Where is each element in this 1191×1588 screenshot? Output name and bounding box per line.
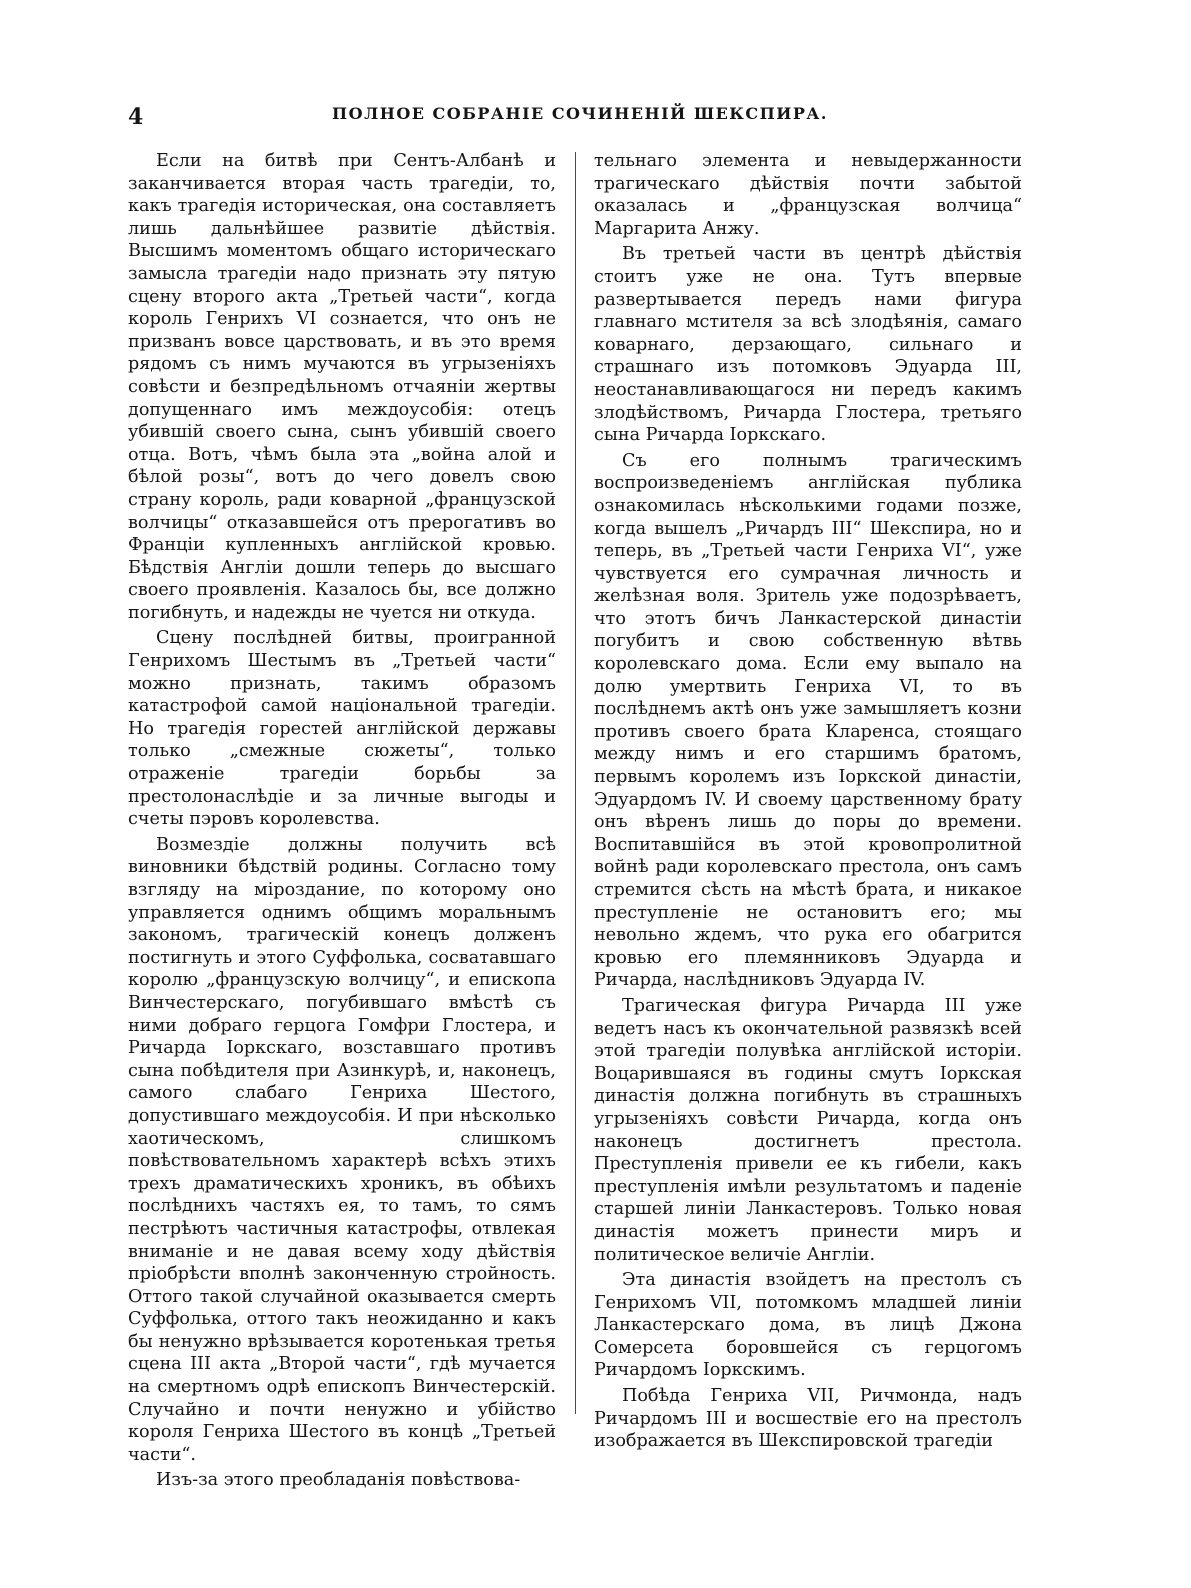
running-head: ПОЛНОЕ СОБРАНІЕ СОЧИНЕНІЙ ШЕКСПИРА.	[332, 104, 828, 123]
paragraph: Возмездіе должны получить всѣ виновники бѣдствій родины. Согласно тому взгляду на міроздание, по которому оно управляется однимъ общимъ моральнымъ закономъ, трагическій конецъ долженъ постигнуть и этого Суффолька, сосватавшаго королю „французскую волчицу“, и епископа Винчестерскаго, погубившаго вмѣстѣ съ ними добраго герцога Гомфри Глостера, и Ричарда Іоркскаго, возставшаго противъ сына побѣдителя при Азинкурѣ, и, наконецъ, самого слабаго Генриха Шестого, допустившаго междоусобія. И при нѣсколько хаотическомъ, слишкомъ повѣствовательномъ характерѣ всѣхъ этихъ трехъ драматическихъ хроникъ, въ обѣихъ послѣднихъ частяхъ ея, то тамъ, то сямъ пестрѣютъ частичныя катастрофы, отвлекая вниманіе и не давая всему ходу дѣйствія пріобрѣсти вполнѣ законченную стройность. Оттого такой случайной оказывается смерть Суффолька, оттого такъ неожиданно и какъ бы ненужно врѣзывается коротенькая третья сцена III акта „Второй части“, гдѣ мучается на смертномъ одрѣ епископъ Винчестерскій. Случайно и почти ненужно и убійство короля Генриха Шестого въ концѣ „Третьей части“.	[128, 834, 556, 1465]
paragraph: Эта династія взойдетъ на престолъ съ Генрихомъ VII, потомкомъ младшей линіи Ланкастерскаго дома, въ лицѣ Джона Сомерсета боровшейся съ герцогомъ Ричардомъ Іоркскимъ.	[594, 1270, 1022, 1381]
paragraph: Сцену послѣдней битвы, проигранной Генрихомъ Шестымъ въ „Третьей части“ можно признать, такимъ образомъ катастрофой самой національной трагедіи. Но трагедія горестей англійской державы только „смежные сюжеты“, только отраженіе трагедіи борьбы за престолонаслѣдіе и за личные выгоды и счеты пэровъ королевства.	[128, 628, 556, 830]
paragraph-continuation: тельнаго элемента и невыдержанности трагическаго дѣйствія почти забытой оказалась и „французская волчица“ Маргарита Анжу.	[594, 151, 1022, 239]
column-divider	[575, 152, 576, 1414]
paragraph: Трагическая фигура Ричарда III уже ведетъ насъ къ окончательной развязкѣ всей этой трагедіи полувѣка англійской исторіи. Воцарившаяся въ годины смутъ Іоркская династія должна погибнуть въ страшныхъ угрызеніяхъ совѣсти Ричарда, когда онъ наконецъ достигнетъ престола. Преступленія привели ее къ гибели, какъ преступленія имѣли результатомъ и паденіе старшей линіи Ланкастеровъ. Только новая династія можетъ принести миръ и политическое величіе Англіи.	[594, 995, 1022, 1265]
paragraph: Съ его полнымъ трагическимъ воспроизведеніемъ англійская публика ознакомилась нѣсколькими годами позже, когда вышелъ „Ричардъ III“ Шекспира, но и теперь, въ „Третьей части Генриха VI“, уже чувствуется его сумрачная личность и желѣзная воля. Зритель уже подозрѣваетъ, что этотъ бичъ Ланкастерской династіи погубитъ и свою собственную вѣтвь королевскаго дома. Если ему выпало на долю умертвить Генриха VI, то въ послѣднемъ актѣ онъ уже замышляетъ козни противъ своего брата Кларенса, стоящаго между нимъ и его старшимъ братомъ, первымъ королемъ изъ Іоркской династіи, Эдуардомъ IV. И своему царственному брату онъ вѣренъ лишь до поры до времени. Воспитавшійся въ этой кровопролитной войнѣ ради королевскаго престола, онъ самъ стремится сѣсть на мѣстѣ брата, и никакое преступленіе не остановитъ его; мы невольно ждемъ, что рука его обагрится кровью его племянниковъ Эдуарда и Ричарда, наслѣдниковъ Эдуарда IV.	[594, 450, 1022, 991]
left-column	[128, 150, 556, 1491]
paragraph: Изъ-за этого преобладанія повѣствова-	[156, 1470, 521, 1491]
right-column	[594, 150, 1022, 1452]
paragraph: Въ третьей части въ центрѣ дѣйствія стоитъ уже не она. Тутъ впервые развертывается передъ нами фигура главнаго мстителя за всѣ злодѣянія, самаго коварнаго, дерзающаго, сильнаго и страшнаго изъ потомковъ Эдуарда III, неостанавливающагося ни передъ какимъ злодѣйствомъ, Ричарда Глостера, третьяго сына Ричарда Іоркскаго.	[594, 244, 1022, 446]
page-number: 4	[128, 104, 144, 130]
paragraph: Побѣда Генриха VII, Ричмонда, надъ Ричардомъ III и восшествіе его на престолъ изображается въ Шекспировской трагедіи	[594, 1386, 1022, 1452]
paragraph: Если на битвѣ при Сентъ-Албанѣ и заканчивается вторая часть трагедіи, то, какъ трагедія историческая, она составляетъ лишь дальнѣйшее развитіе дѣйствія. Высшимъ моментомъ общаго историческаго замысла трагедіи надо признать эту пятую сцену второго акта „Третьей части“, когда король Генрихъ VI сознается, что онъ не призванъ вовсе царствовать, и въ это время рядомъ съ нимъ мучаются въ угрызеніяхъ совѣсти и безпредѣльномъ отчаяніи жертвы допущеннаго имъ междоусобія: отецъ убившій своего сына, сынъ убившій своего отца. Вотъ, чѣмъ была эта „война алой и бѣлой розы“, вотъ до чего довелъ свою страну король, ради коварной „французской волчицы“ отказавшейся отъ прерогативъ во Франціи купленныхъ англійской кровью. Бѣдствія Англіи дошли теперь до высшаго своего проявленія. Казалось бы, все должно погибнуть, и надежды не чуется ни откуда.	[128, 151, 556, 623]
